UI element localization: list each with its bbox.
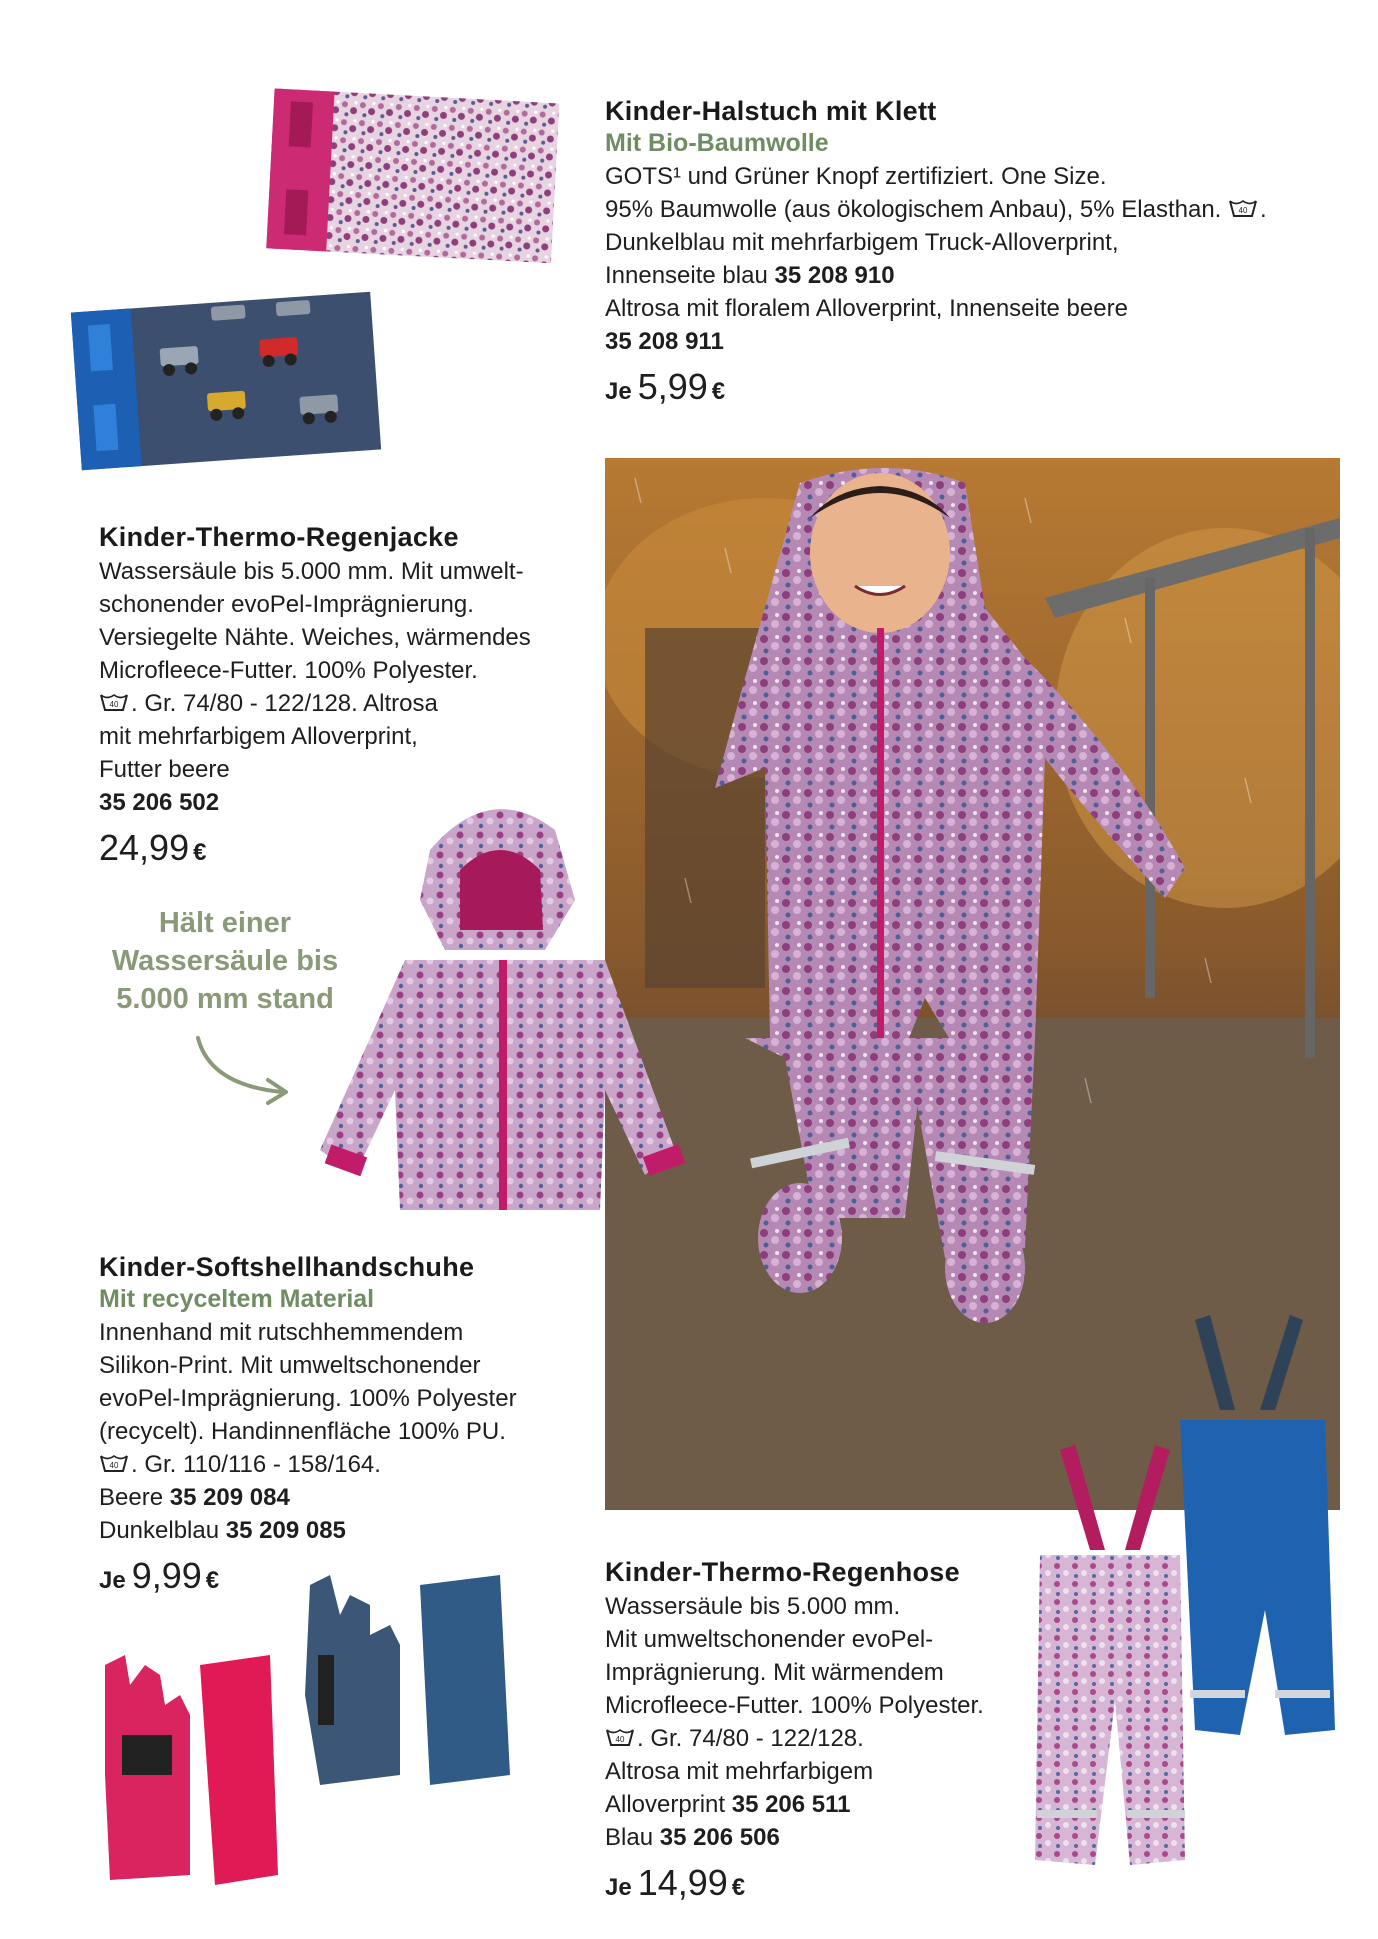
jacket-desc-line: Futter beere bbox=[99, 756, 230, 783]
gloves-desc-line: (recycelt). Handinnenfläche 100% PU. bbox=[99, 1418, 506, 1445]
pants-desc-line: Altrosa mit mehrfarbigem bbox=[605, 1758, 874, 1785]
curved-arrow-icon bbox=[190, 1030, 300, 1110]
jacket-title: Kinder-Thermo-Regenjacke bbox=[99, 522, 459, 552]
jacket-desc-line: Wassersäule bis 5.000 mm. Mit umwelt- bbox=[99, 558, 524, 585]
wash-40-icon bbox=[99, 692, 129, 714]
price-value: 9,99 bbox=[131, 1555, 202, 1596]
gloves-image bbox=[100, 1575, 520, 1895]
callout-line: 5.000 mm stand bbox=[116, 983, 334, 1015]
pants-desc-line: Imprägnierung. Mit wärmendem bbox=[605, 1659, 944, 1686]
pants-variant-pink: Alloverprint bbox=[605, 1791, 726, 1818]
scarf-variant-blue: Innenseite blau bbox=[605, 262, 768, 289]
gloves-article-number: 35 209 085 bbox=[225, 1517, 346, 1544]
pants-article-number: 35 206 511 bbox=[731, 1791, 851, 1818]
gloves-description bbox=[99, 1316, 559, 1547]
gloves-desc-line: Silikon-Print. Mit umweltschonender bbox=[99, 1352, 481, 1379]
scarf-description bbox=[605, 160, 1345, 358]
berry-glove-pair bbox=[105, 1655, 278, 1885]
jacket-desc-line: Microfleece-Futter. 100% Polyester. bbox=[99, 657, 478, 684]
gloves-subtitle: Mit recyceltem Material bbox=[99, 1285, 375, 1313]
pants-desc-line bbox=[605, 1788, 1045, 1821]
wash-40-icon bbox=[605, 1727, 635, 1749]
gloves-desc-line bbox=[99, 1448, 559, 1481]
callout-line: Wassersäule bis bbox=[111, 945, 339, 977]
svg-text:40: 40 bbox=[109, 700, 119, 709]
gloves-product-block bbox=[99, 1252, 559, 1597]
jacket-desc-line bbox=[99, 687, 559, 720]
price-prefix: Je bbox=[605, 378, 632, 405]
jacket-desc-line: Versiegelte Nähte. Weiches, wärmendes bbox=[99, 624, 531, 651]
gloves-sizes: . Gr. 110/116 - 158/164. bbox=[131, 1451, 381, 1478]
jacket-article-number: 35 206 502 bbox=[99, 789, 220, 816]
pants-desc-line: Wassersäule bis 5.000 mm. bbox=[605, 1593, 901, 1620]
jacket-desc-line: schonender evoPel-Imprägnierung. bbox=[99, 591, 474, 618]
pants-desc-line bbox=[605, 1722, 1045, 1755]
jacket-desc-line: mit mehrfarbigem Alloverprint, bbox=[99, 723, 418, 750]
scarf-desc-line bbox=[605, 193, 1345, 226]
callout-line: Hält einer bbox=[158, 907, 292, 939]
blue-rain-pants bbox=[1180, 1315, 1335, 1735]
scarf-floral-image bbox=[265, 86, 565, 276]
gloves-article-number: 35 209 084 bbox=[169, 1484, 290, 1511]
scarf-product-block bbox=[605, 96, 1345, 408]
gloves-variant-navy: Dunkelblau bbox=[99, 1517, 220, 1544]
navy-glove-pair bbox=[305, 1575, 510, 1785]
gloves-title: Kinder-Softshellhandschuhe bbox=[99, 1252, 475, 1282]
currency-symbol: € bbox=[193, 839, 207, 866]
pants-product-block bbox=[605, 1557, 1045, 1904]
jacket-image bbox=[315, 790, 695, 1215]
pink-floral-rain-pants bbox=[1035, 1445, 1185, 1865]
scarf-desc-line: Altrosa mit floralem Alloverprint, Innenseite beere bbox=[605, 295, 1128, 322]
rain-pants-image bbox=[1035, 1310, 1335, 1870]
scarf-price bbox=[605, 366, 1345, 408]
scarf-article-number: 35 208 910 bbox=[774, 262, 895, 289]
pants-desc-line: Mit umweltschonender evoPel- bbox=[605, 1626, 934, 1653]
scarf-material: 95% Baumwolle (aus ökologischem Anbau), 5% Elasthan. bbox=[605, 196, 1222, 223]
price-value: 24,99 bbox=[99, 827, 190, 868]
currency-symbol: € bbox=[711, 378, 726, 405]
gloves-desc-line bbox=[99, 1514, 559, 1547]
scarf-desc-line: Dunkelblau mit mehrfarbigem Truck-Alloverprint, bbox=[605, 229, 1119, 256]
gloves-desc-line: evoPel-Imprägnierung. 100% Polyester bbox=[99, 1385, 517, 1412]
scarf-title: Kinder-Halstuch mit Klett bbox=[605, 96, 937, 126]
gloves-variant-berry: Beere bbox=[99, 1484, 164, 1511]
pants-description bbox=[605, 1590, 1045, 1854]
scarf-subtitle: Mit Bio-Baumwolle bbox=[605, 129, 829, 157]
currency-symbol: € bbox=[205, 1567, 220, 1594]
jacket-sizes: . Gr. 74/80 - 122/128. Altrosa bbox=[131, 690, 438, 717]
price-value: 5,99 bbox=[637, 366, 708, 407]
price-value: 14,99 bbox=[637, 1862, 728, 1903]
pants-price bbox=[605, 1862, 1045, 1904]
svg-text:40: 40 bbox=[1238, 206, 1248, 215]
wash-40-icon bbox=[99, 1453, 129, 1475]
gloves-desc-line bbox=[99, 1481, 559, 1514]
jacket-description bbox=[99, 555, 559, 819]
pants-variant-blue: Blau bbox=[605, 1824, 654, 1851]
price-prefix: Je bbox=[605, 1874, 632, 1901]
wash-40-icon bbox=[1228, 198, 1258, 220]
scarf-desc-line: GOTS¹ und Grüner Knopf zertifiziert. One Size. bbox=[605, 163, 1107, 190]
price-prefix: Je bbox=[99, 1567, 126, 1594]
pants-desc-line: Microfleece-Futter. 100% Polyester. bbox=[605, 1692, 984, 1719]
scarf-material-end: . bbox=[1260, 196, 1267, 223]
gloves-desc-line: Innenhand mit rutschhemmendem bbox=[99, 1319, 464, 1346]
pants-desc-line bbox=[605, 1821, 1045, 1854]
pants-sizes: . Gr. 74/80 - 122/128. bbox=[637, 1725, 864, 1752]
scarf-truck-image bbox=[66, 284, 386, 479]
scarf-desc-line bbox=[605, 259, 1345, 292]
currency-symbol: € bbox=[731, 1874, 746, 1901]
pants-article-number: 35 206 506 bbox=[659, 1824, 780, 1851]
pants-title: Kinder-Thermo-Regenhose bbox=[605, 1557, 960, 1587]
svg-text:40: 40 bbox=[615, 1735, 625, 1744]
scarf-article-number: 35 208 911 bbox=[605, 328, 724, 355]
svg-text:40: 40 bbox=[109, 1461, 119, 1470]
